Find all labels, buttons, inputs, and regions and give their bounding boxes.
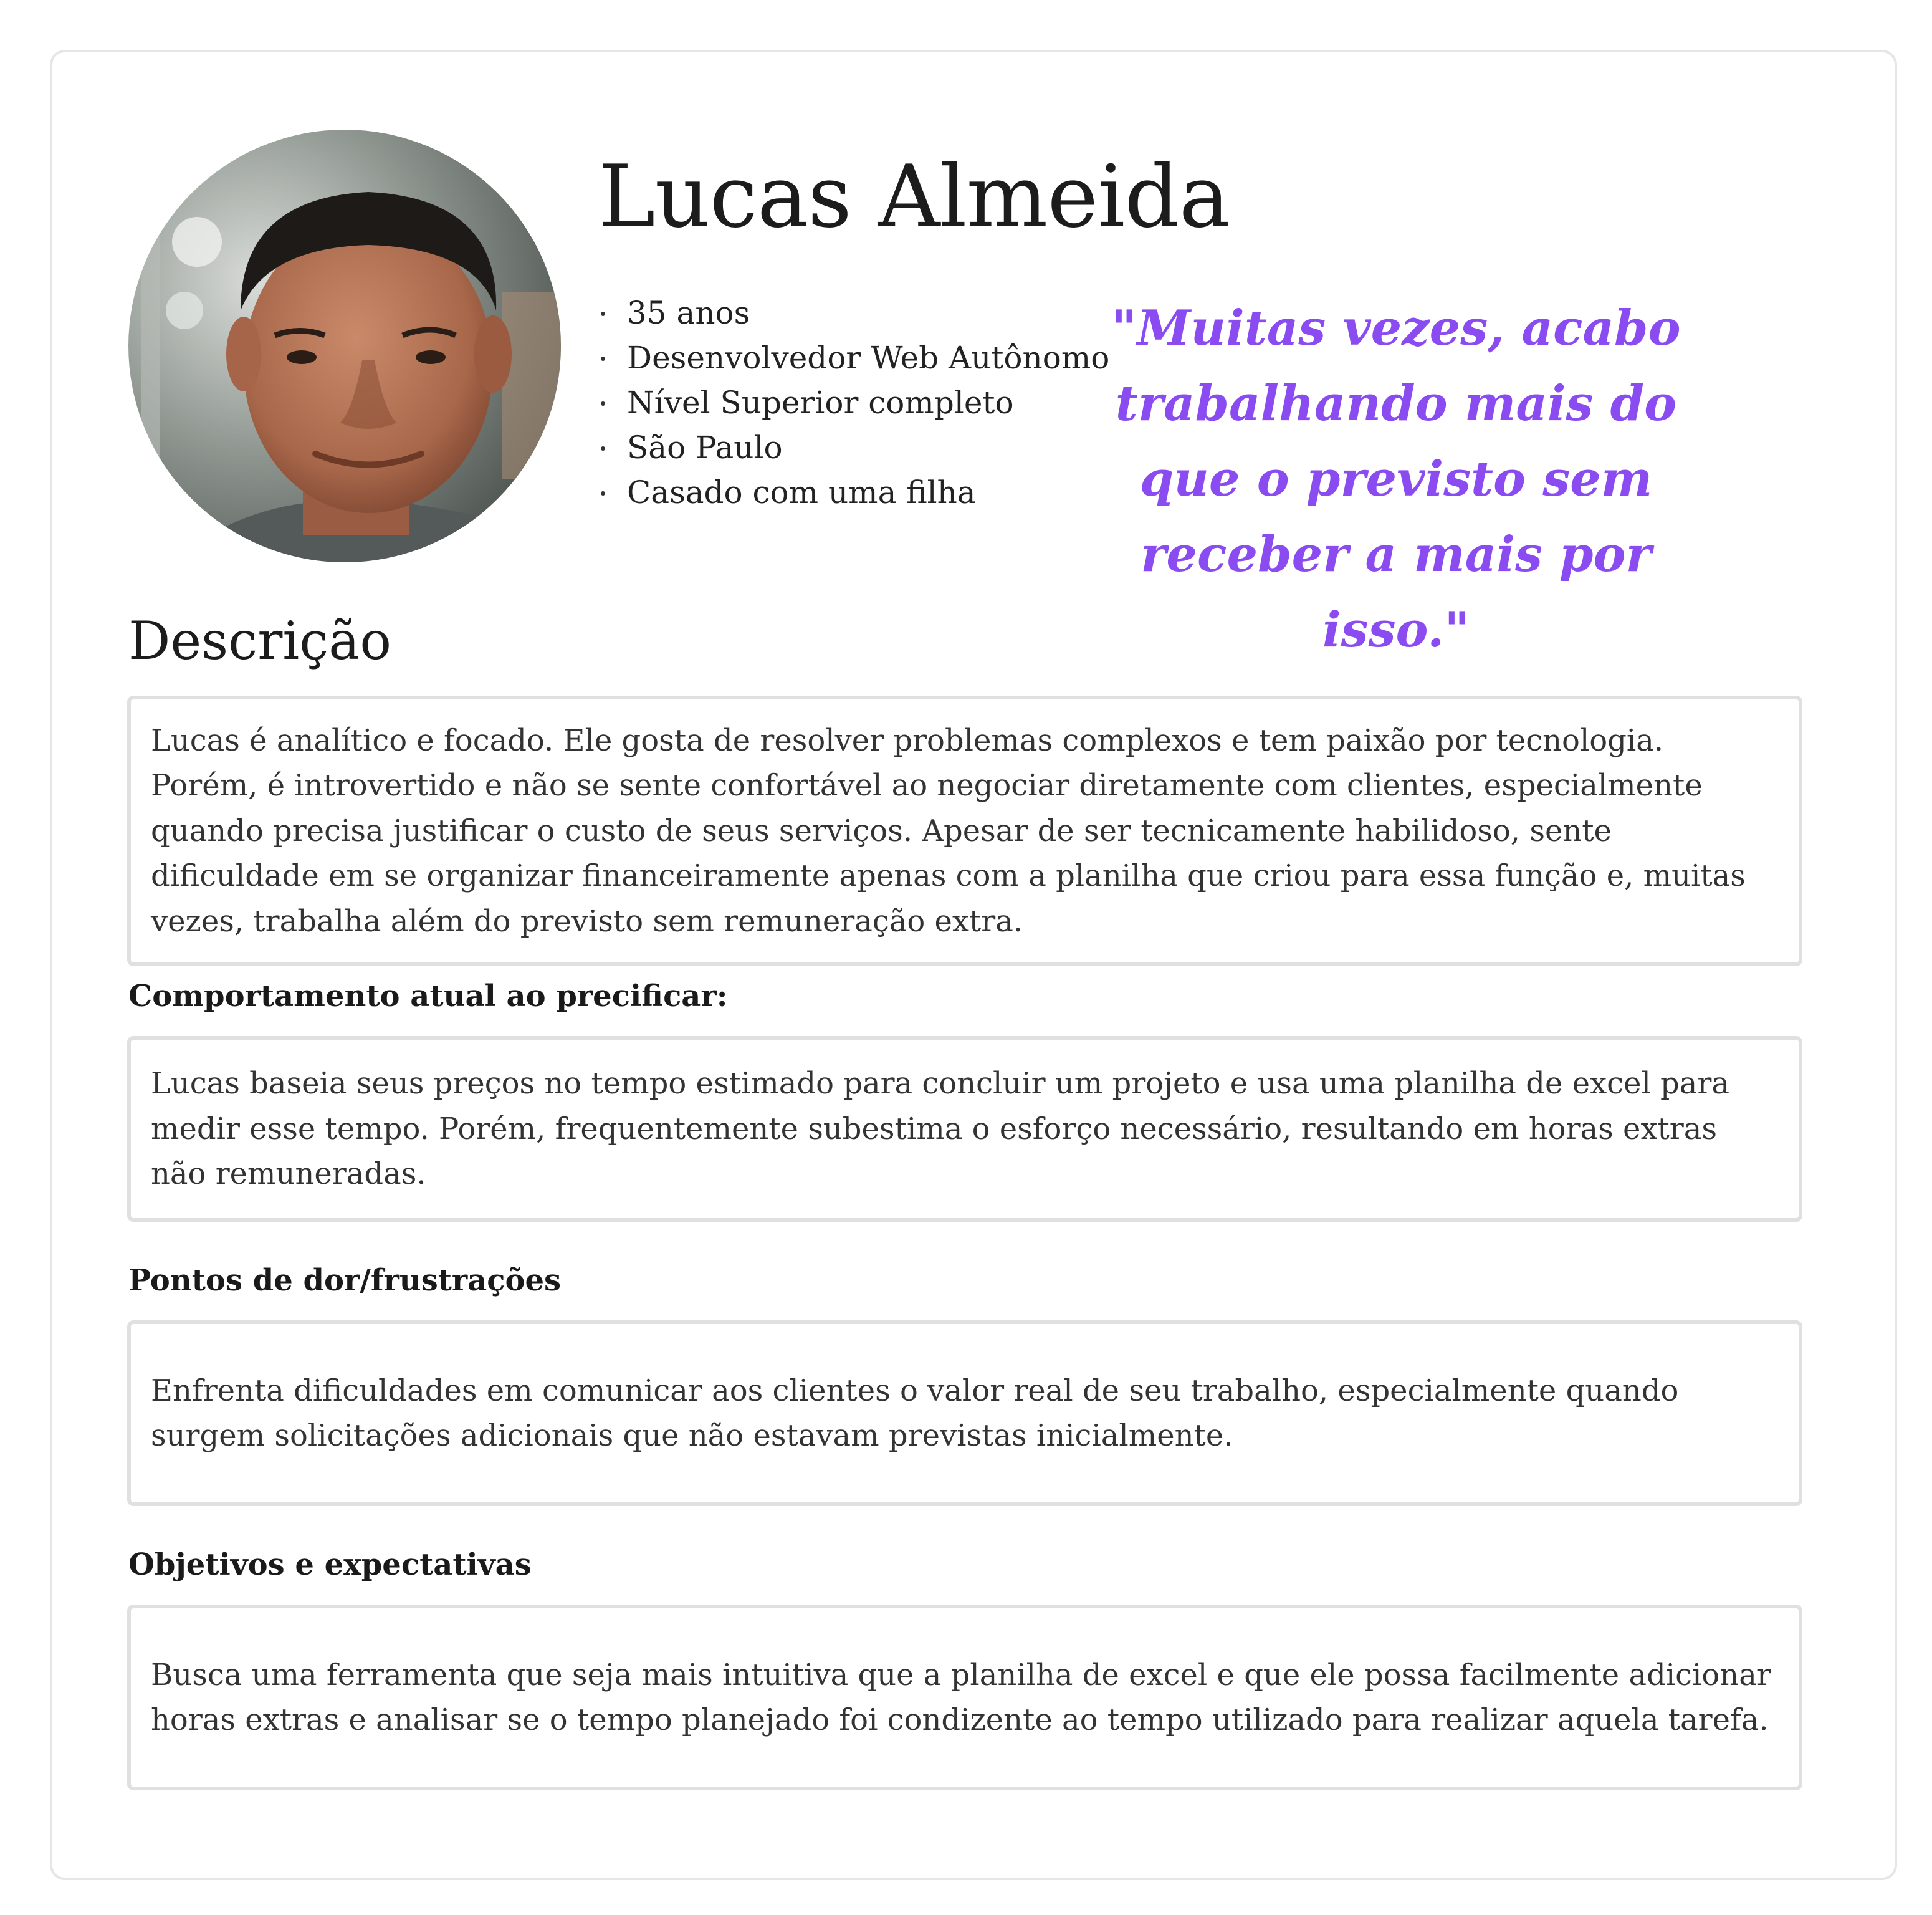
goals-box (127, 1605, 1802, 1790)
goals-text: Busca uma ferramenta que seja mais intuitiva que a planilha de excel e que ele possa facilmente adicionar horas extras e analisar se o tempo planejado foi condizente ao tempo utilizado para realizar aquela tarefa. (151, 1657, 1771, 1737)
description-box (127, 696, 1802, 966)
avatar (128, 130, 561, 562)
persona-name: Lucas Almeida (598, 146, 1230, 247)
description-title: Descrição (128, 610, 391, 671)
fact-occupation: Desenvolvedor Web Autônomo (598, 335, 1109, 380)
pain-points-text: Enfrenta dificuldades em comunicar aos clientes o valor real de seu trabalho, especialmente quando surgem solicitações adicionais que não estavam previstas inicialmente. (151, 1373, 1679, 1453)
persona-facts-list (598, 290, 1109, 515)
description-text: Lucas é analítico e focado. Ele gosta de resolver problemas complexos e tem paixão por tecnologia. Porém, é introvertido e não se sente confortável ao negociar diretamente com clientes, especialmente quando precisa justificar o custo de seus serviços. Apesar de ser tecnicamente habilidoso, sente dificuldade em se organizar financeiramente apenas com a planilha que criou para essa função e, muitas vezes, trabalha além do previsto sem remuneração extra. (151, 722, 1746, 939)
behavior-label: Comportamento atual ao precificar: (128, 979, 728, 1014)
pain-points-label: Pontos de dor/frustrações (128, 1263, 562, 1298)
fact-age: 35 anos (598, 290, 1109, 335)
behavior-text: Lucas baseia seus preços no tempo estimado para concluir um projeto e usa uma planilha de excel para medir esse tempo. Porém, frequentemente subestima o esforço necessário, resultando em horas extras não remuneradas. (151, 1066, 1729, 1192)
goals-label: Objetivos e expectativas (128, 1547, 532, 1582)
persona-quote: "Muitas vezes, acabo trabalhando mais do que o previsto sem receber a mais por isso." (1111, 300, 1681, 658)
pain-points-box (127, 1320, 1802, 1506)
fact-location: São Paulo (598, 425, 1109, 470)
fact-family: Casado com uma filha (598, 470, 1109, 515)
avatar-photo (128, 130, 561, 562)
fact-education: Nível Superior completo (598, 380, 1109, 425)
behavior-box (127, 1036, 1802, 1222)
